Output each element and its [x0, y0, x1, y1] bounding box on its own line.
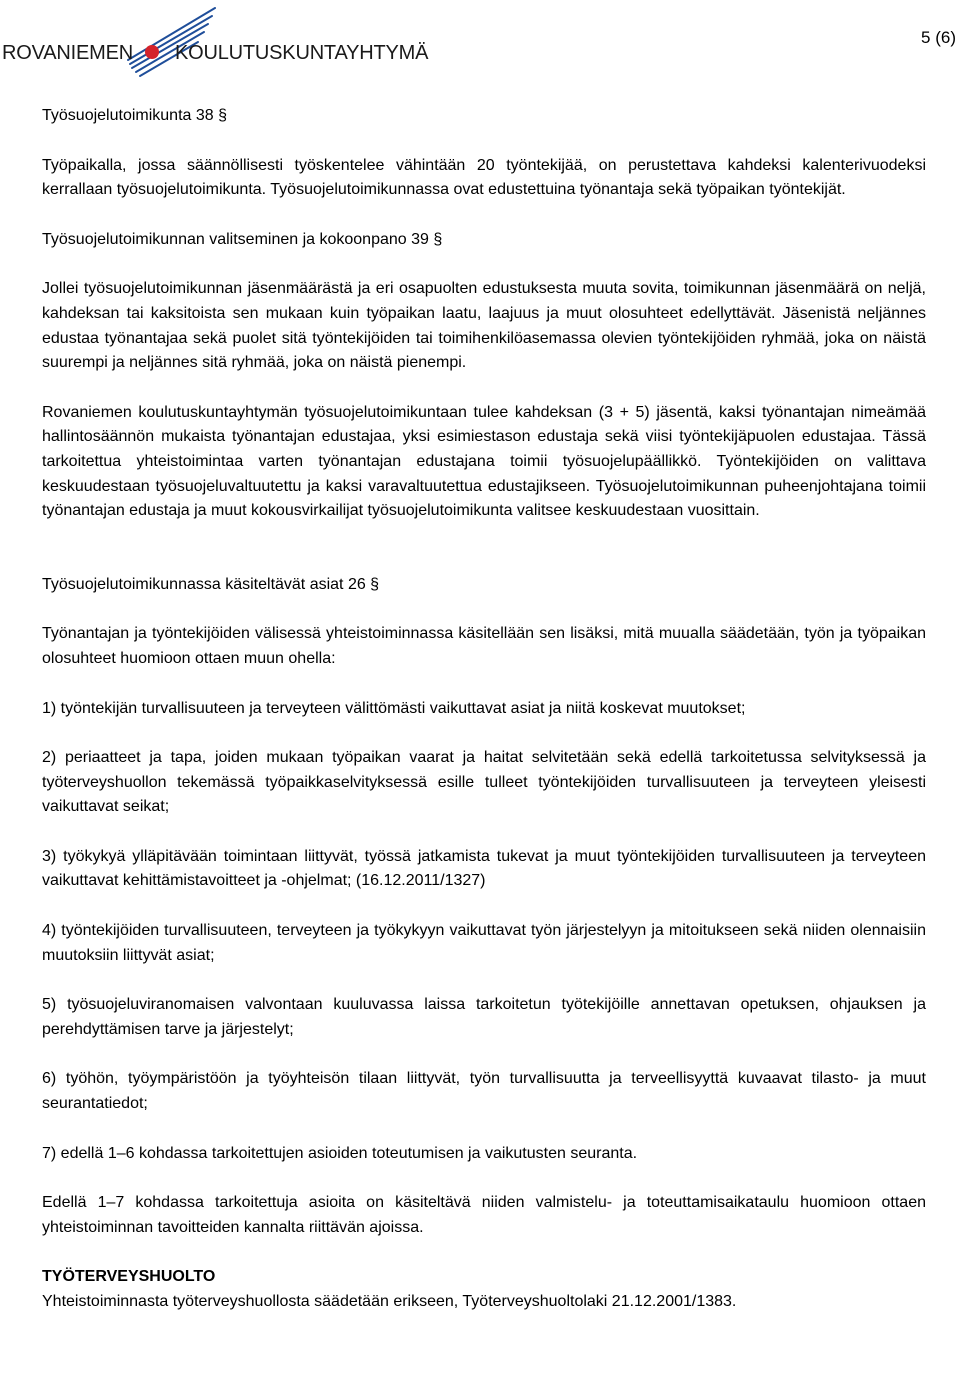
list-item: 5) työsuojeluviranomaisen valvontaan kuuluvassa laissa tarkoitetun työtekijöille annettavan opetuksen, ohjauksen ja perehdyttämisen tarve ja järjestelyt;: [42, 996, 926, 1038]
list-item: 6) työhön, työympäristöön ja työyhteisön tilaan liittyvät, työn turvallisuutta ja terveellisyyttä kuvaavat tilasto- ja muut seurantatiedot;: [42, 1070, 926, 1113]
logo-emblem-icon: [100, 2, 220, 78]
paragraph: Jollei työsuojelutoimikunnan jäsenmäärästä ja eri osapuolten edustuksesta muuta sovita, toimikunnan jäsenmäärä on neljä, kahdeksan tai kaksitoista sen mukaan kuin työpaikan laatu, laajuus ja muut olosuhteet edellyttävät. Jäsenistä neljännes edustaa työnantajaa sekä puolet sitä työntekijöiden tai toimihenkilöasemassa olevien työntekijöiden ryhmää, joka on näistä suurempi ja neljännes sitä ryhmää, joka on näistä pienempi.: [42, 280, 926, 372]
page-number: 5 (6): [921, 28, 956, 47]
paragraph: Edellä 1–7 kohdassa tarkoitettuja asioita on käsiteltävä niiden valmistelu- ja toteuttamisaikataulu huomioon ottaen yhteistoiminnan tavoitteiden kannalta riittävän ajoissa.: [42, 1194, 926, 1236]
list-item: 7) edellä 1–6 kohdassa tarkoitettujen asioiden toteutumisen ja vaikutusten seuranta.: [42, 1144, 638, 1162]
paragraph: Työnantajan ja työntekijöiden välisessä yhteistoiminnassa käsitellään sen lisäksi, mitä muualla säädetään, työn ja työpaikan olosuhteet huomioon ottaen muun ohella:: [42, 625, 926, 667]
section-heading-39: Työsuojelutoimikunnan valitseminen ja kokoonpano 39 §: [42, 230, 443, 248]
logo-text-right: KOULUTUSKUNTAYHTYMÄ: [175, 42, 429, 64]
logo-text-left: ROVANIEMEN: [2, 42, 133, 64]
page-header: [0, 0, 960, 80]
list-item: 2) periaatteet ja tapa, joiden mukaan työpaikan vaarat ja haitat selvitetään sekä edellä tarkoitetussa selvityksessä ja työterveyshuollon tekemässä työpaikkaselvityksessä esille tulleet työntekijöiden turvallisuuteen ja terveyteen yleisesti vaikuttavat seikat;: [42, 749, 926, 816]
paragraph: Yhteistoiminnasta työterveyshuollosta säädetään erikseen, Työterveyshuoltolaki 21.12.2001/1383.: [42, 1293, 737, 1310]
section-heading-occupational-health: TYÖTERVEYSHUOLTO: [42, 1268, 216, 1286]
section-heading-38: Työsuojelutoimikunta 38 §: [42, 107, 227, 124]
document-body: [42, 104, 926, 1315]
paragraph: Työpaikalla, jossa säännöllisesti työskentelee vähintään 20 työntekijää, on perustettava kahdeksi kalenterivuodeksi kerrallaan työsuojelutoimikunta. Työsuojelutoimikunnassa ovat edustettuina työnantaja sekä työpaikan työntekijät.: [42, 156, 926, 199]
list-item: 4) työntekijöiden turvallisuuteen, terveyteen ja työkykyyn vaikuttavat työn järjestelyyn ja mitoitukseen sekä niiden olennaisiin muutoksiin liittyvät asiat;: [42, 922, 926, 964]
paragraph: Rovaniemen koulutuskuntayhtymän työsuojelutoimikuntaan tulee kahdeksan (3 + 5) jäsentä, kaksi työnantajan nimeämää hallintosäännön mukaista työnantajan edustajaa, yksi esimiestason edustaja sekä viisi työntekijäpuolen edustajaa. Tässä tarkoitettua yhteistoimintaa varten työnantajan edustajana toimii työsuojelupäällikkö. Työntekijöiden on valittava keskuudestaan työsuojeluvaltuutettu ja kaksi varavaltuutettua edustajikseen. Työsuojelutoimikunnan puheenjohtajana toimii työnantajan edustaja ja muut kokousvirkailijat työsuojelutoimikunta valitsee keskuudestaan vuosittain.: [42, 403, 926, 520]
list-item: 3) työkykyä ylläpitävään toimintaan liittyvät, työssä jatkamista tukevat ja muut työntekijöiden turvallisuuteen ja terveyteen vaikuttavat kehittämistavoitteet ja -ohjelmat; (16.12.2011/1327): [42, 847, 926, 890]
section-heading-26: Työsuojelutoimikunnassa käsiteltävät asiat 26 §: [42, 575, 380, 593]
organization-logo: [0, 2, 429, 78]
list-item: 1) työntekijän turvallisuuteen ja terveyteen välittömästi vaikuttavat asiat ja niitä koskevat muutokset;: [42, 699, 746, 717]
